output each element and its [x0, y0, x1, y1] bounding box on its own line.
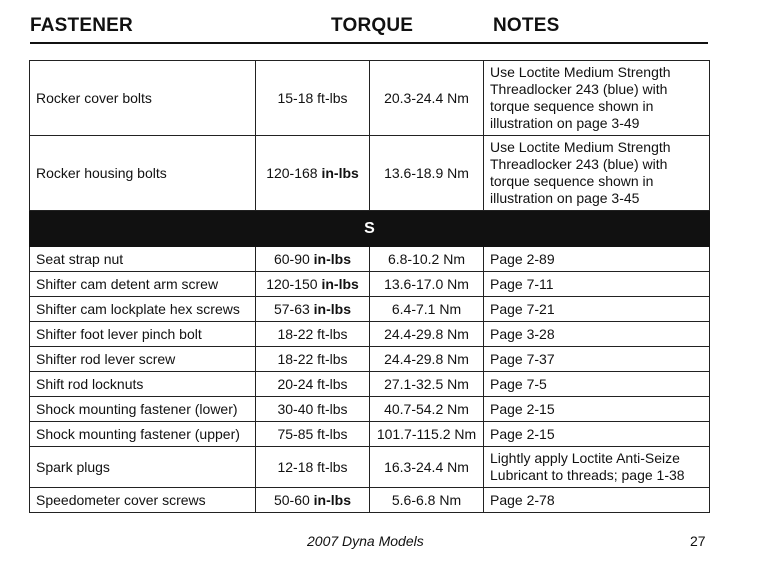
- section-header-row: [30, 211, 710, 247]
- table-row: [30, 61, 710, 136]
- torque-unit: ft-lbs: [317, 400, 348, 417]
- note-line: Lubricant to threads; page 1-38: [490, 467, 685, 483]
- torque-imperial-cell: [256, 61, 370, 136]
- torque-unit: in-lbs: [321, 275, 359, 292]
- note-line: torque sequence shown in: [490, 173, 654, 189]
- torque-value: 15-18: [277, 89, 314, 106]
- note-line: illustration on page 3-49: [490, 115, 640, 131]
- notes-cell: Page 2-78: [484, 488, 710, 513]
- notes-cell: Page 7-37: [484, 347, 710, 372]
- column-header-torque: TORQUE: [331, 15, 414, 36]
- torque-value: 120-168: [266, 164, 318, 181]
- torque-imperial-cell: [256, 272, 370, 297]
- note-line: Threadlocker 243 (blue) with: [490, 156, 668, 172]
- torque-imperial-cell: [256, 247, 370, 272]
- notes-cell: Page 7-21: [484, 297, 710, 322]
- table-row: [30, 322, 710, 347]
- table-row: [30, 247, 710, 272]
- torque-metric-cell: 13.6-18.9 Nm: [370, 136, 484, 211]
- page-number: 27: [690, 533, 706, 549]
- torque-metric-cell: 24.4-29.8 Nm: [370, 347, 484, 372]
- torque-imperial-cell: [256, 447, 370, 488]
- header-rule: [30, 42, 708, 44]
- notes-cell: [484, 447, 710, 488]
- note-line: Lightly apply Loctite Anti-Seize: [490, 450, 680, 466]
- torque-metric-cell: 101.7-115.2 Nm: [370, 422, 484, 447]
- notes-cell: Page 2-15: [484, 397, 710, 422]
- torque-metric-cell: 27.1-32.5 Nm: [370, 372, 484, 397]
- torque-unit: in-lbs: [321, 164, 359, 181]
- fastener-cell: Shock mounting fastener (upper): [30, 422, 256, 447]
- torque-imperial-cell: [256, 488, 370, 513]
- torque-metric-cell: 40.7-54.2 Nm: [370, 397, 484, 422]
- note-line: Use Loctite Medium Strength: [490, 64, 671, 80]
- fastener-cell: Speedometer cover screws: [30, 488, 256, 513]
- torque-imperial-cell: [256, 322, 370, 347]
- torque-imperial-cell: [256, 397, 370, 422]
- torque-metric-cell: 20.3-24.4 Nm: [370, 61, 484, 136]
- section-letter-s: S: [30, 211, 710, 247]
- note-line: illustration on page 3-45: [490, 190, 640, 206]
- torque-metric-cell: 13.6-17.0 Nm: [370, 272, 484, 297]
- torque-value: 30-40: [277, 400, 314, 417]
- torque-table: [29, 60, 710, 513]
- notes-cell: Page 3-28: [484, 322, 710, 347]
- torque-unit: ft-lbs: [317, 458, 348, 475]
- torque-unit: in-lbs: [313, 300, 352, 317]
- fastener-cell: Rocker housing bolts: [30, 136, 256, 211]
- table-row: [30, 272, 710, 297]
- torque-value: 75-85: [277, 425, 314, 442]
- torque-unit: ft-lbs: [317, 350, 348, 367]
- table-row: [30, 347, 710, 372]
- torque-unit: ft-lbs: [317, 425, 348, 442]
- fastener-cell: Seat strap nut: [30, 247, 256, 272]
- torque-metric-cell: 24.4-29.8 Nm: [370, 322, 484, 347]
- torque-unit: ft-lbs: [317, 375, 348, 392]
- note-line: torque sequence shown in: [490, 98, 654, 114]
- torque-metric-cell: 16.3-24.4 Nm: [370, 447, 484, 488]
- table-row: [30, 372, 710, 397]
- torque-value: 57-63: [273, 300, 310, 317]
- footer-title: 2007 Dyna Models: [307, 533, 424, 549]
- table-row: [30, 136, 710, 211]
- note-line: Use Loctite Medium Strength: [490, 139, 671, 155]
- fastener-cell: Shock mounting fastener (lower): [30, 397, 256, 422]
- torque-metric-cell: 6.8-10.2 Nm: [370, 247, 484, 272]
- torque-imperial-cell: [256, 297, 370, 322]
- fastener-cell: Shifter cam detent arm screw: [30, 272, 256, 297]
- torque-value: 12-18: [277, 458, 314, 475]
- notes-cell: Page 2-15: [484, 422, 710, 447]
- fastener-cell: Rocker cover bolts: [30, 61, 256, 136]
- column-header-notes: NOTES: [493, 15, 560, 36]
- torque-imperial-cell: [256, 136, 370, 211]
- fastener-cell: Shifter rod lever screw: [30, 347, 256, 372]
- table-row: [30, 397, 710, 422]
- torque-value: 18-22: [277, 325, 314, 342]
- notes-cell: Page 7-5: [484, 372, 710, 397]
- torque-unit: in-lbs: [313, 491, 352, 508]
- table-row: [30, 422, 710, 447]
- torque-metric-cell: 6.4-7.1 Nm: [370, 297, 484, 322]
- torque-unit: in-lbs: [313, 250, 352, 267]
- torque-imperial-cell: [256, 422, 370, 447]
- fastener-cell: Spark plugs: [30, 447, 256, 488]
- table-row: [30, 447, 710, 488]
- column-header-fastener: FASTENER: [30, 15, 133, 36]
- notes-cell: [484, 61, 710, 136]
- notes-cell: Page 7-11: [484, 272, 710, 297]
- torque-unit: ft-lbs: [317, 89, 348, 106]
- fastener-cell: Shifter cam lockplate hex screws: [30, 297, 256, 322]
- notes-cell: [484, 136, 710, 211]
- torque-value: 120-150: [266, 275, 318, 292]
- fastener-cell: Shift rod locknuts: [30, 372, 256, 397]
- torque-value: 20-24: [277, 375, 314, 392]
- torque-value: 60-90: [273, 250, 310, 267]
- torque-value: 50-60: [273, 491, 310, 508]
- torque-value: 18-22: [277, 350, 314, 367]
- torque-imperial-cell: [256, 347, 370, 372]
- notes-cell: Page 2-89: [484, 247, 710, 272]
- torque-metric-cell: 5.6-6.8 Nm: [370, 488, 484, 513]
- table-row: [30, 488, 710, 513]
- table-row: [30, 297, 710, 322]
- note-line: Threadlocker 243 (blue) with: [490, 81, 668, 97]
- torque-unit: ft-lbs: [317, 325, 348, 342]
- torque-imperial-cell: [256, 372, 370, 397]
- fastener-cell: Shifter foot lever pinch bolt: [30, 322, 256, 347]
